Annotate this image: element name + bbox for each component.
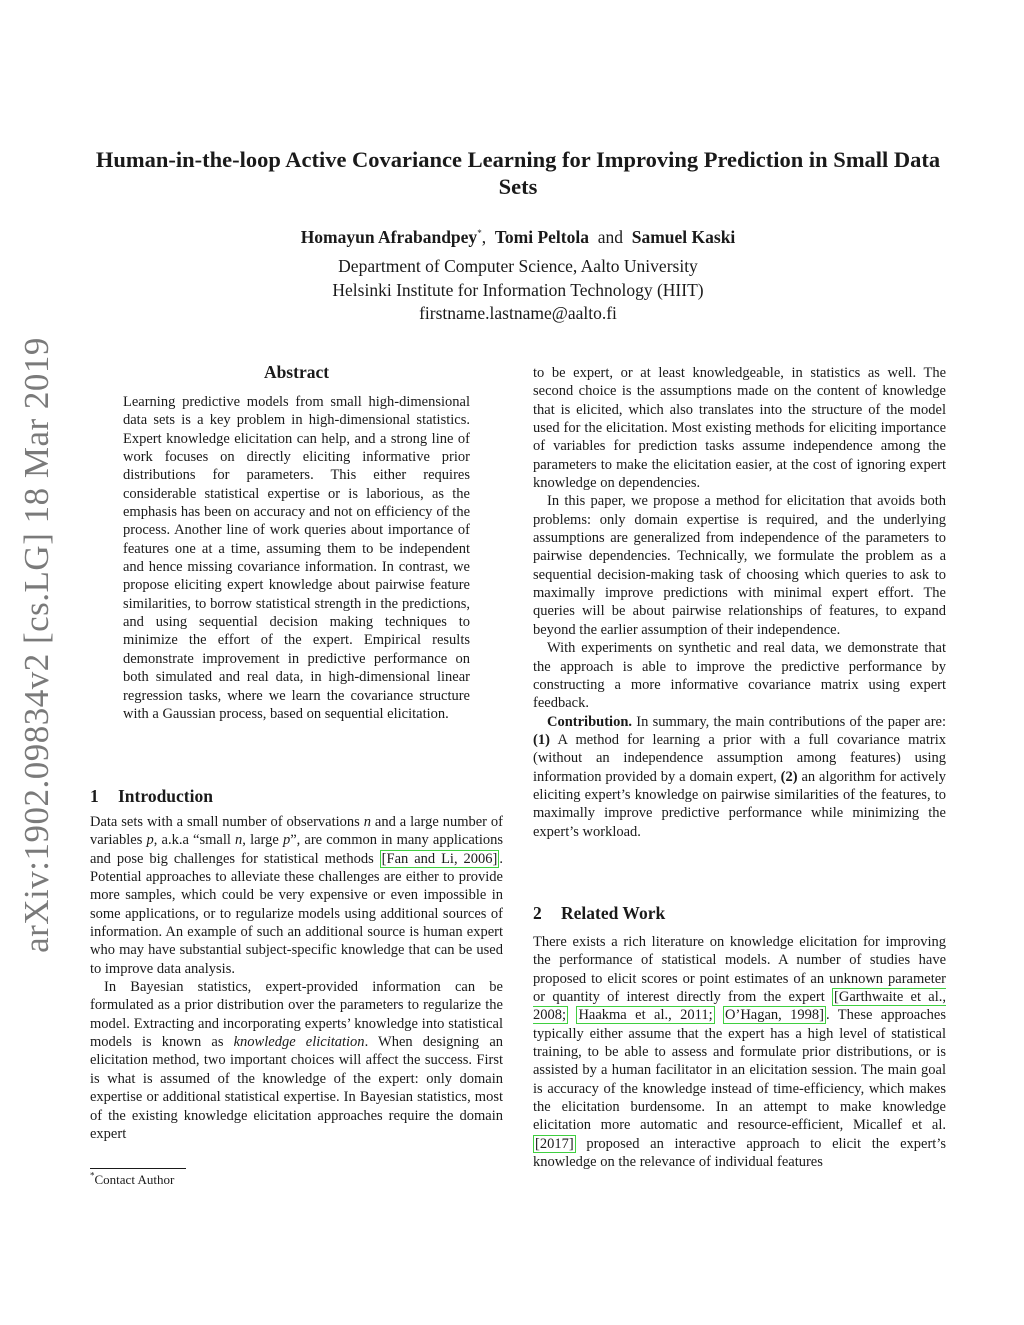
arxiv-stamp: [14, 337, 60, 953]
related-number: 2: [533, 903, 542, 923]
related-paragraph: There exists a rich literature on knowledge elicitation for improving the performance of statistical models. A number of studies have proposed to elicit scores or point estimates of an unknown parameter or quantity of interest directly from the expert [Garthwaite et al., 2008; Haakma et al., 2011; O’Hagan, 1998] . These approaches typically either assume that the expert has a high level of statistical training, to be able to assess and formulate prior distributions, or is assisted by a human facilitator in an elicitation session. The main goal is accuracy of the knowledge instead of time-efficiency, which makes the elicitation burdensome. In an attempt to make knowledge elicitation more automatic and resource-efficient, Micallef et al. [2017] proposed an interactive approach to elicit the expert’s knowledge on the relevance of individual features: [533, 934, 947, 1171]
abstract-block: [123, 361, 470, 723]
citation-link[interactable]: [2017]: [535, 1135, 574, 1152]
introduction-section: [90, 785, 503, 1143]
affiliation-institute: Helsinki Institute for Information Technology (HIIT): [332, 279, 704, 300]
footnote-rule: [90, 1168, 186, 1169]
contribution-paragraph: Contribution. In summary, the main contributions of the paper are: (1) A method for learning a prior with a full covariance matrix (without an independence assumption among features) using information provided by a domain expert, (2) an algorithm for actively eliciting expert’s knowledge on pairwise similarities of the features, to maximally improve predictive performance while minimizing the expert’s workload.: [533, 713, 946, 840]
footnote: [90, 1172, 503, 1188]
citation-link[interactable]: Haakma et al., 2011;: [578, 1007, 713, 1024]
affiliation-email: firstname.lastname@aalto.fi: [419, 303, 617, 324]
footnote-text: Contact Author: [94, 1172, 175, 1187]
affiliation-dept: Department of Computer Science, Aalto University: [338, 256, 698, 276]
citation-link[interactable]: [Garthwaite et al., 2008;: [533, 989, 946, 1024]
related-heading: [533, 902, 946, 924]
right-column-intro: [533, 364, 946, 841]
related-title: Related Work: [561, 903, 666, 923]
citation-link[interactable]: [Fan and Li, 2006]: [381, 850, 498, 867]
author-and: and: [597, 227, 623, 247]
footnote-area: [90, 1168, 503, 1188]
intro-paragraph-2: In Bayesian statistics, expert-provided information can be formulated as a prior distribution over the parameters to regularize the model. Extracting and incorporating experts’ knowledge into statistical models is known as knowledge elicitation. When designing an elicitation method, two important choices will affect the success. First is what is assumed of the knowledge of the expert: only domain expertise or additional statistical expertise. In Bayesian statistics, most of the existing knowledge elicitation approaches require the domain expert: [90, 979, 503, 1142]
intro-paragraph-3: In this paper, we propose a method for elicitation that avoids both problems: only domain expertise is required, and the underlying assumptions are generalized from independence of the parameters to pairwise dependencies. Technically, we formulate the problem as a sequential decision-making task of choosing which queries to ask to maximally improve predictions with minimal expert effort. The queries will be about pairwise relationships of features, to expand beyond the earlier assumption of their independence.: [533, 493, 946, 638]
arxiv-stamp-text: arXiv:1902.09834v2 [cs.LG] 18 Mar 2019: [17, 337, 56, 953]
author-2: Tomi Peltola: [494, 227, 589, 247]
abstract-text: Learning predictive models from small high-dimensional data sets is a key problem in high-dimensional statistics. Expert knowledge elicitation can help, and a strong line of work focuses on directly eliciting informative prior distributions for parameters. This either requires considerable statistical expertise or is laborious, as the emphasis has been on accuracy and not on efficiency of the process. Another line of work queries about importance of features one at a time, assuming them to be independent and hence missing covariance information. In contrast, we propose eliciting expert knowledge about pairwise feature similarities, to borrow statistical strength in the predictions, and using sequential decision making techniques to minimize the effort of the expert. Empirical results demonstrate improvement in predictive performance on both simulated and real data, in high-dimensional linear regression tasks, where we learn the covariance structure with a Gaussian process, based on sequential elicitation.: [123, 394, 470, 722]
intro-number: 1: [90, 786, 99, 806]
intro-paragraph-4: With experiments on synthetic and real data, we demonstrate that the approach is able to improve the predictive performance by constructing a more informative covariance matrix using expert feedback.: [533, 640, 946, 712]
author-separator: ,: [481, 227, 487, 247]
citation-link[interactable]: O’Hagan, 1998]: [725, 1007, 825, 1024]
abstract-heading: Abstract: [263, 362, 330, 382]
contribution-lead: Contribution.: [547, 713, 633, 730]
related-work-section: [533, 902, 946, 1171]
affiliation: [80, 255, 956, 326]
author-list: [80, 226, 956, 248]
intro-paragraph-1: Data sets with a small number of observations n and a large number of variables p, a.k.a “small n, large p”, are common in many applications and pose big challenges for statistical methods [Fan and Li, 2006] . Potential approaches to alleviate these challenges are either to provide more samples, which could be very expensive or even impossible in some applications, or to regularize models using additional sources of information. An example of such an additional source is human expert who may have substantial subject-specific knowledge that can be used to improve data analysis.: [90, 814, 503, 977]
intro-heading: [90, 785, 503, 807]
footnote-mark: *: [90, 1170, 95, 1181]
paper-title: Human-in-the-loop Active Covariance Learning for Improving Prediction in Small Data Sets: [95, 147, 941, 199]
intro-continued-paragraph: to be expert, or at least knowledgeable, in statistics as well. The second choice is the assumptions made on the content of knowledge that is elicited, which also translates into the structure of the model used for the elicitation. Most existing methods for eliciting importance of variables for prediction tasks assume independence among the parameters to make the elicitation easier, at the cost of ignoring expert knowledge on dependencies.: [533, 365, 946, 492]
author-1: Homayun Afrabandpey: [300, 227, 478, 247]
author-3: Samuel Kaski: [631, 227, 736, 247]
author-1-footnote-mark: *: [477, 228, 482, 239]
intro-title: Introduction: [118, 786, 213, 806]
